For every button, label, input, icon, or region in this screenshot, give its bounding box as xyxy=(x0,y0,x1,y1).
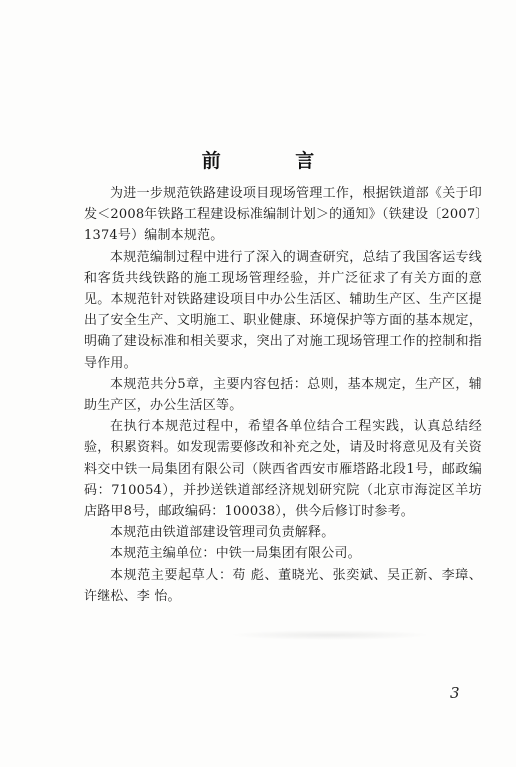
paragraph-compilation: 本规范编制过程中进行了深入的调查研究，总结了我国客运专线和客货共线铁路的施工现场管理经验，并广泛征求了有关方面的意见。本规范针对铁路建设项目中办公生活区、辅助生产区、生产区提出了安全生产、文明施工、职业健康、环境保护等方面的基本规定，明确了建设标准和相关要求，突出了对施工现场管理工作的控制和指导作用。 xyxy=(84,249,482,371)
page-heading: 前 言 xyxy=(201,150,349,172)
paragraph-chapters: 本规范共分5章，主要内容包括：总则，基本规定，生产区，辅助生产区，办公生活区等。 xyxy=(84,376,482,414)
scan-smudge xyxy=(230,630,430,640)
paragraph-purpose: 为进一步规范铁路建设项目现场管理工作，根据铁道部《关于印发＜2008年铁路工程建设标准编制计划＞的通知》（铁建设〔2007〕1374号）编制本规范。 xyxy=(84,186,482,244)
page-number: 3 xyxy=(450,684,460,702)
paragraph-drafters: 本规范主要起草人：苟 彪、董晓光、张奕斌、吴正新、李璋、许继松、李 怡。 xyxy=(84,567,482,604)
preface-body xyxy=(84,183,482,607)
paragraph-interpretation: 本规范由铁道部建设管理司负责解释。 xyxy=(110,525,335,541)
paragraph-chief-editor: 本规范主编单位：中铁一局集团有限公司。 xyxy=(110,546,361,562)
paragraph-feedback: 在执行本规范过程中，希望各单位结合工程实践，认真总结经验，积累资料。如发现需要修改和补充之处，请及时将意见及有关资料交中铁一局集团有限公司（陕西省西安市雁塔路北段1号，邮政编码：710054），并抄送铁道部经济规划研究院（北京市海淀区羊坊店路甲8号，邮政编码：100038），供今后修订时参考。 xyxy=(84,419,482,520)
